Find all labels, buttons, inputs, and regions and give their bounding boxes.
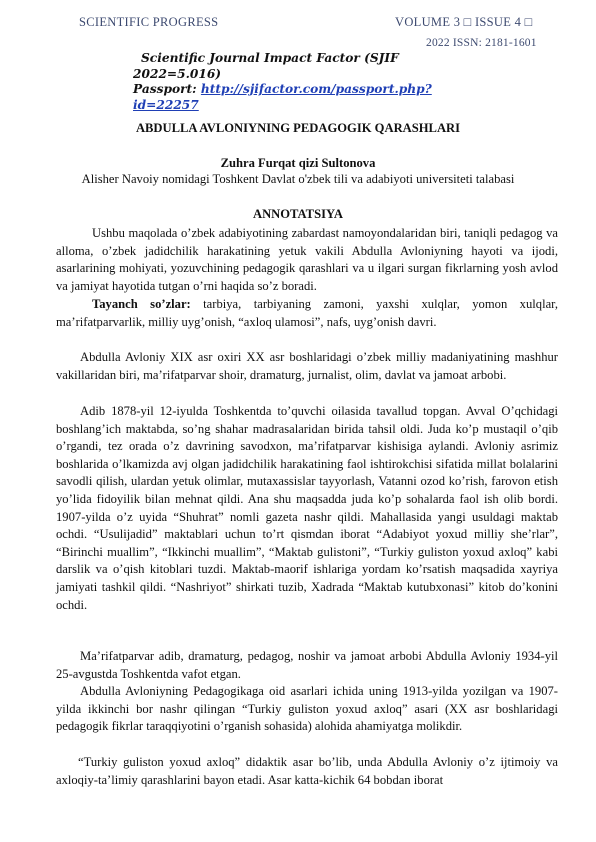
keywords-paragraph: [56, 296, 558, 331]
body-paragraph-4: Abdulla Avloniyning Pedagogikaga oid asarlari ichida uning 1913-yilda yozilgan va 1907-yilda ikkinchi bor nashr qilingan “Turkiy guliston yoxud axloq” asari (XX asr boshlaridagi pedagogik fikrlar taraqqiyotini o’rganish sohasida) alohida ahamiyatga molikdir.: [56, 684, 558, 734]
passport-label: Passport:: [133, 82, 197, 96]
passport-link[interactable]: http://sjifactor.com/passport.php?: [200, 82, 432, 96]
body-paragraph-5: “Turkiy guliston yoxud axloq” didaktik asar bo’lib, unda Abdulla Avloniy o’z ijtimoiy va axloqiy-ta’limiy qarashlarini bayon etadi. Asar katta-kichik 64 bobdan iborat: [56, 755, 558, 787]
passport-link-id[interactable]: id=22257: [133, 97, 199, 112]
passport-link-cont: [133, 98, 463, 114]
author-name: Zuhra Furqat qizi Sultonova: [220, 156, 376, 170]
passport-line: [133, 82, 463, 98]
body-paragraph-3: Ma’rifatparvar adib, dramaturg, pedagog, noshir va jamoat arbobi Abdulla Avloniy 1934-yil 25-avgustda Toshkentda vafot etgan.: [56, 649, 558, 681]
issn-line: 2022 ISSN: 2181-1601: [426, 37, 537, 49]
sjif-line-2: 2022=5.016): [133, 66, 222, 81]
annotation-text: Ushbu maqolada o’zbek adabiyotining zabardast namoyondalaridan biri, taniqli pedagog va alloma, o’zbek jadidchilik harakatining yetuk vakili Abdulla Avloniyning hayoti va ijodi, asarlarining mohiyati, yozuvchining pedagogik qarashlari va u ilgari surgan fikrlarning yosh avlod va jamiyat hayotida tutgan o’rni haqida so’z boradi.: [56, 226, 558, 293]
sjif-line-1: Scientific Journal Impact Factor (SJIF: [141, 51, 399, 65]
author-affiliation: Alisher Navoiy nomidagi Toshkent Davlat o'zbek tili va adabiyoti universiteti talabasi: [81, 172, 515, 186]
sjif-block: [133, 51, 463, 113]
volume-issue: VOLUME 3 □ ISSUE 4 □: [395, 15, 533, 29]
body-paragraph-2: Adib 1878-yil 12-iyulda Toshkentda to’quvchi oilasida tavallud topgan. Avval O’qchidagi boshlang’ich maktabda, so’ng shahar madrasalaridan birida tahsil oldi. Juda ko’p mustaqil o’qib o’rgandi, tez orada o’z davrining savodxon, ma’rifatparvar kishisiga aylandi. Avloniy asrimiz boshlarida o’lkamizda avj olgan jadidchilik harakatining faol ishtirokchisi sifatida millat bolalarini savodli qilish, ulardan yetuk olimlar, mutaxassislar tayyorlash, Vatanni ozod ko’rish, farovon etish yo’lida fidoyilik bilan mehnat qildi. Ana shu maqsadda juda ko’p sohalarda faol ish olib bordi. 1907-yilda o’z uyida “Shuhrat” nomli gazeta nashr qildi. Mahallasida yangi usuldagi maktab ochdi. “Usulijadid” maktablari uchun to’rt qismdan iborat “Adabiyot yoxud milliy she’rlar”, “Birinchi muallim”, “Ikkinchi muallim”, “Maktab gulistoni”, “Turkiy guliston yoxud axloq” kabi darslik va o’qish kitoblari tuzdi. Maktab-maorif ishlariga yordam ko’rsatish maqsadida xayriya jamiyati tashkil qildi. “Nashriyot” shirkati tuzib, Xadrada “Maktab kutubxonasi” kitob do’konini ochdi.: [56, 404, 558, 612]
keywords-list: tarbiya, tarbiyaning zamoni, yaxshi xulqlar, yomon xulqlar, ma’rifatparvarlik, milliy uyg’onish, “axloq ulamosi”, nafs, uyg’onish davri.: [56, 297, 558, 329]
journal-name: SCIENTIFIC PROGRESS: [79, 15, 219, 29]
body-paragraph-1: Abdulla Avloniy XIX asr oxiri XX asr boshlaridagi o’zbek milliy madaniyatining mashhur vakillaridan biri, ma’rifatparvar shoir, dramaturg, jurnalist, olim, davlat va jamoat arbobi.: [56, 350, 558, 382]
annotation-heading: ANNOTATSIYA: [252, 207, 344, 221]
article-title: ABDULLA AVLONIYNING PEDAGOGIK QARASHLARI: [135, 121, 461, 135]
keywords-label: Tayanch so’zlar:: [92, 297, 191, 311]
